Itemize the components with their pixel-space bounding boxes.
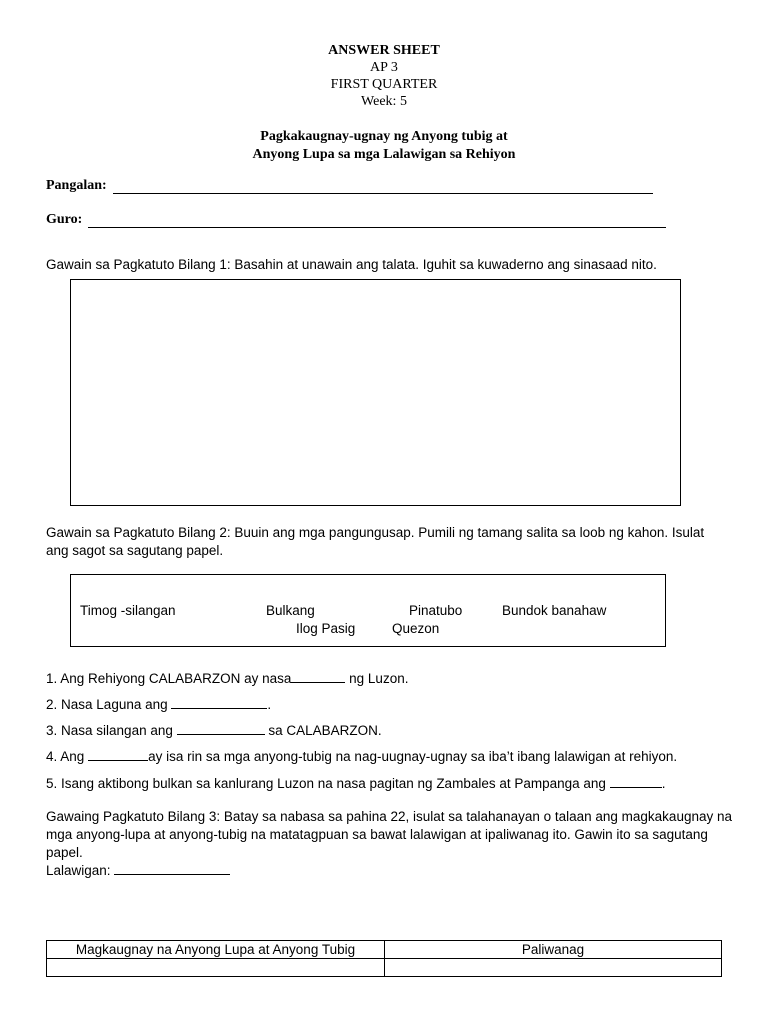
province-input-line[interactable]: [114, 862, 230, 875]
task-2-instructions: Gawain sa Pagkatuto Bilang 2: Buuin ang mga pangungusap. Pumili ng tamang salita sa loob ng kahon. Isulat ang sagot sa sagutang papel.: [46, 525, 705, 558]
question-text-end: sa CALABARZON.: [264, 723, 382, 738]
table-header-cell: Magkaugnay na Anyong Lupa at Anyong Tubig: [47, 941, 385, 959]
answer-blank[interactable]: [610, 775, 662, 788]
word-choice: Pinatubo: [409, 603, 463, 618]
task-3-text: Gawaing Pagkatuto Bilang 3: Batay sa nabasa sa pahina 22, isulat sa talahanayan o talaan ang magkakaugnay na mga anyong-lupa at anyong-tubig na matatagpuan sa bawat lalawigan at ipaliwanag ito. Gawin ito sa sagutang papel.: [46, 809, 732, 860]
question-text-end: ay isa rin sa mga anyong-tubig na nag-uugnay-ugnay sa iba’t ibang lalawigan at rehiyon.: [148, 749, 678, 764]
question-text: Nasa Laguna ang: [61, 697, 172, 712]
question-3: [46, 722, 382, 738]
answer-sheet-title: ANSWER SHEET: [328, 43, 440, 58]
table-cell[interactable]: [385, 959, 722, 977]
province-label: Lalawigan:: [46, 863, 111, 878]
answer-blank[interactable]: [291, 670, 345, 683]
name-label: Pangalan:: [46, 178, 107, 193]
word-choices-box: [70, 574, 666, 647]
teacher-field: [46, 212, 666, 228]
word-choice: Timog -silangan: [80, 603, 176, 618]
table-cell[interactable]: [47, 959, 385, 977]
header: [0, 42, 768, 110]
question-text: Isang aktibong bulkan sa kanlurang Luzon na nasa pagitan ng Zambales at Pampanga ang: [61, 776, 610, 791]
question-text: Ang: [60, 749, 89, 764]
quarter-label: FIRST QUARTER: [330, 77, 438, 92]
word-choice: Bulkang: [266, 603, 315, 618]
question-number: 4.: [46, 749, 58, 764]
question-number: 1.: [46, 671, 58, 686]
lesson-title-line-1: Pagkakaugnay-ugnay ng Anyong tubig at: [260, 129, 508, 144]
name-field: [46, 178, 653, 194]
teacher-label: Guro:: [46, 212, 83, 227]
word-choice: Ilog Pasig: [296, 621, 356, 636]
lesson-title-line-2: Anyong Lupa sa mga Lalawigan sa Rehiyon: [252, 147, 516, 162]
question-text: Ang Rehiyong CALABARZON ay nasa: [60, 671, 292, 686]
province-field: [46, 862, 736, 880]
task-3-instructions: [46, 808, 736, 880]
answer-blank[interactable]: [88, 748, 148, 761]
word-choice: Bundok banahaw: [502, 603, 607, 618]
task-1-instructions: Gawain sa Pagkatuto Bilang 1: Basahin at unawain ang talata. Iguhit sa kuwaderno ang sinasaad nito.: [46, 257, 657, 272]
week-label: Week: 5: [361, 94, 407, 109]
table-header-cell: Paliwanag: [385, 941, 722, 959]
question-2: [46, 696, 271, 712]
table-header-row: [47, 941, 722, 959]
table-row: [47, 959, 722, 977]
question-number: 5.: [46, 776, 58, 791]
question-4: [46, 748, 677, 764]
name-input-line[interactable]: [113, 179, 653, 194]
question-1: [46, 670, 408, 686]
answer-table: [46, 940, 722, 977]
question-text-end: ng Luzon.: [345, 671, 409, 686]
question-5: [46, 775, 665, 791]
question-number: 3.: [46, 723, 58, 738]
question-number: 2.: [46, 697, 58, 712]
answer-blank[interactable]: [177, 722, 265, 735]
question-text: Nasa silangan ang: [61, 723, 177, 738]
question-text-end: .: [267, 697, 272, 712]
drawing-box[interactable]: [70, 279, 681, 506]
teacher-input-line[interactable]: [88, 213, 666, 228]
word-choice: Quezon: [392, 621, 440, 636]
subject-label: AP 3: [370, 60, 398, 75]
answer-blank[interactable]: [171, 696, 267, 709]
lesson-title: [0, 128, 768, 164]
question-text-end: .: [661, 776, 666, 791]
